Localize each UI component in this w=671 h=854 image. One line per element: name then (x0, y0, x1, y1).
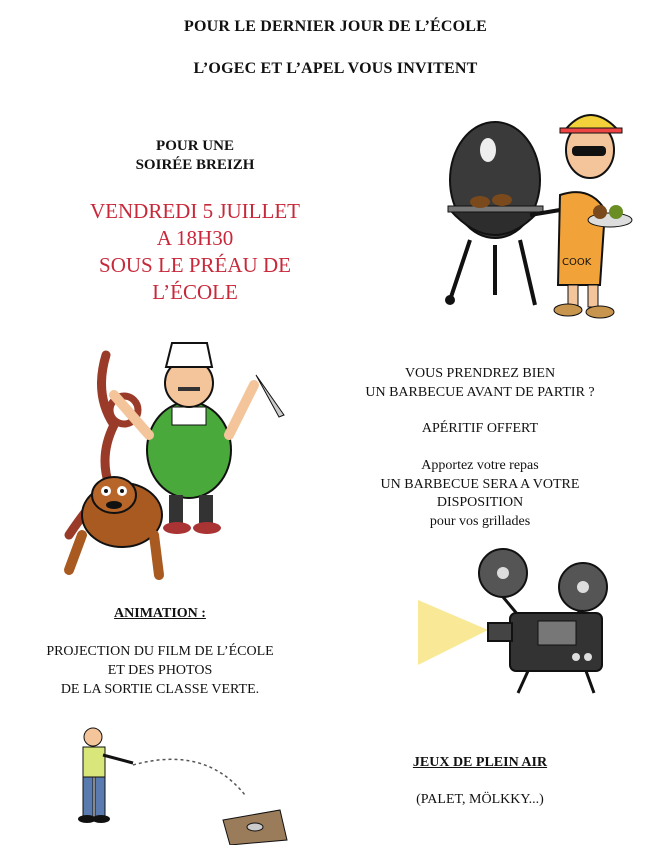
header-line-1: POUR LE DERNIER JOUR DE L’ÉCOLE (184, 18, 487, 35)
barbecue-question (330, 364, 630, 402)
apron-text: COOK (562, 257, 592, 268)
event-place-1: SOUS LE PRÉAU DE (99, 253, 291, 277)
header-line-2: L’OGEC ET L’APEL VOUS INVITENT (193, 60, 478, 77)
soiree-title (70, 137, 320, 175)
aperitif-offert: APÉRITIF OFFERT (421, 421, 539, 436)
repas-line-2: UN BARBECUE SERA A VOTRE (380, 476, 580, 492)
repas-line-3: DISPOSITION (436, 495, 524, 510)
bbq-cook-icon (440, 100, 635, 322)
barbecue-line-2: UN BARBECUE AVANT DE PARTIR ? (365, 385, 595, 400)
animation-title: ANIMATION : (114, 606, 206, 621)
soiree-line-1: POUR UNE (156, 138, 234, 154)
palet-player-icon (55, 715, 295, 845)
event-date: VENDREDI 5 JUILLET (90, 199, 300, 223)
animation-line-1: PROJECTION DU FILM DE L’ÉCOLE (46, 644, 274, 659)
event-place-2: L’ÉCOLE (152, 280, 238, 304)
jeux-title: JEUX DE PLEIN AIR (412, 755, 548, 770)
event-details (40, 198, 350, 306)
animation-line-2: ET DES PHOTOS (107, 663, 213, 678)
butcher-and-dog-icon (44, 335, 289, 585)
barbecue-repas (330, 457, 630, 531)
repas-line-4: pour vos grillades (429, 513, 531, 529)
film-projector-icon (418, 545, 633, 695)
soiree-line-2: SOIRÉE BREIZH (135, 157, 255, 173)
animation-text (10, 642, 310, 699)
barbecue-line-1: VOUS PRENDREZ BIEN (404, 366, 556, 381)
jeux-detail: (PALET, MÖLKKY...) (416, 792, 544, 807)
event-time: A 18H30 (156, 226, 234, 250)
animation-line-3: DE LA SORTIE CLASSE VERTE. (60, 682, 260, 697)
repas-line-1: Apportez votre repas (421, 458, 539, 473)
